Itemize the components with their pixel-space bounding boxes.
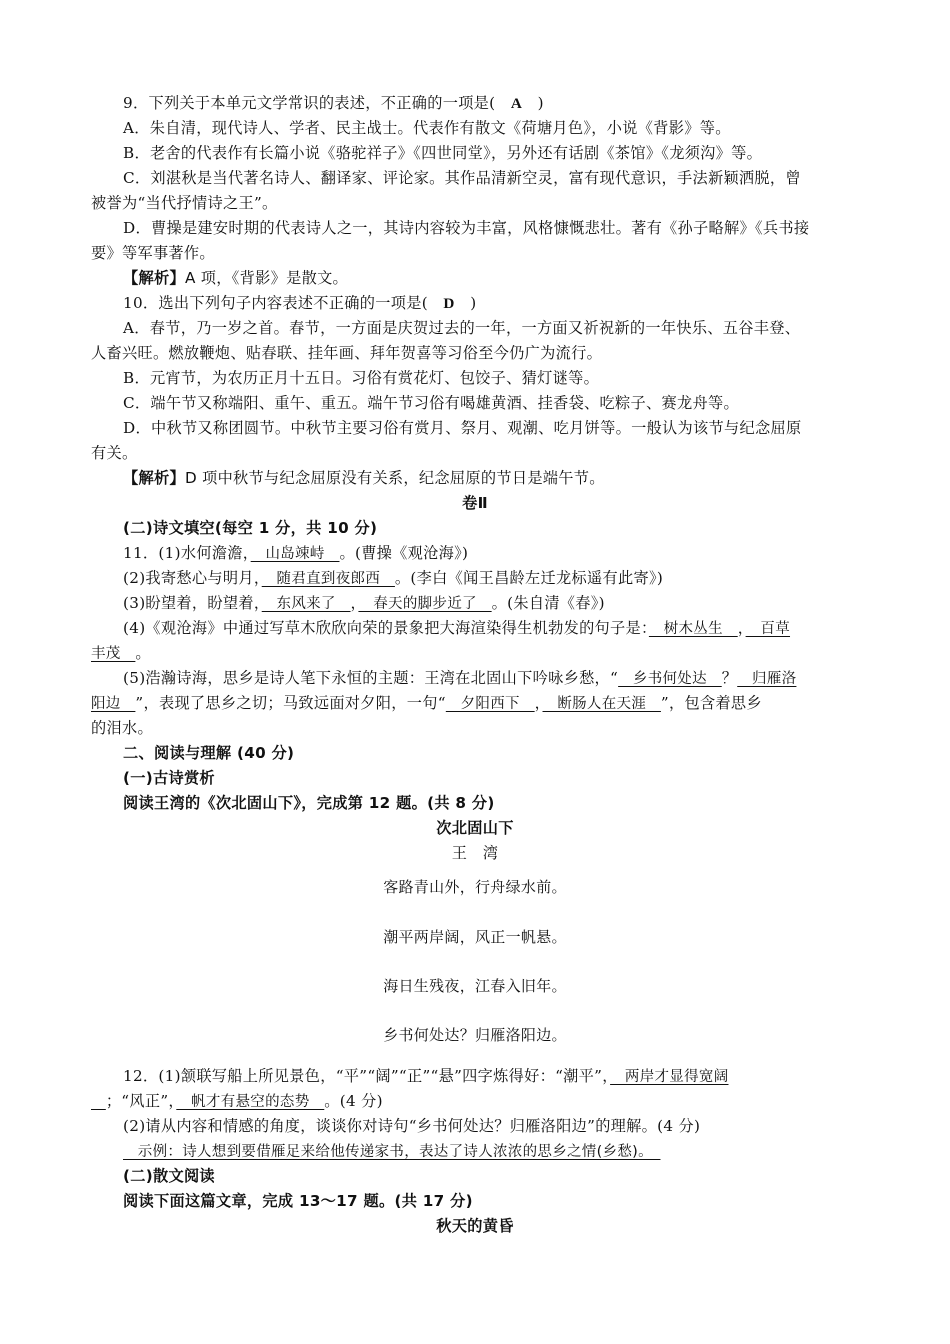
q9-option-d: D．曹操是建安时期的代表诗人之一，其诗内容较为丰富，风格慷慨悲壮。著有《孙子略解》《兵书接 <box>123 219 810 237</box>
q11-5-answer-4: 断肠人在天涯 <box>542 696 661 712</box>
q9-answer: A <box>510 95 523 112</box>
q12-2-answer: 示例：诗人想到要借雁足来给他传递家书，表达了诗人浓浓的思乡之情(乡愁)。 <box>123 1144 661 1160</box>
q10-option-c: C．端午节又称端阳、重午、重五。端午节习俗有喝雄黄酒、挂香袋、吃粽子、赛龙舟等。 <box>123 394 739 412</box>
section-reading-heading: 二、阅读与理解 (40 分) <box>123 744 295 762</box>
q11-3-answer-1: 东风来了 <box>261 596 351 612</box>
prose-intro: 阅读下面这篇文章，完成 13～17 题。(共 17 分) <box>123 1192 473 1210</box>
q11-4-answer-2-cont: 丰茂 <box>91 646 136 662</box>
section-poem-heading: (一)古诗赏析 <box>123 769 215 787</box>
section-prose-heading: (二)散文阅读 <box>123 1167 215 1185</box>
q9-option-a: A．朱自清，现代诗人、学者、民主战士。代表作有散文《荷塘月色》，小说《背影》等。 <box>123 119 731 137</box>
q10-option-d: D．中秋节又称团圆节。中秋节主要习俗有赏月、祭月、观潮、吃月饼等。一般认为该节与纪念屈原 <box>123 419 802 437</box>
q11-5-cont: 阳边 ”，表现了思乡之切；马致远面对夕阳，一句“ 夕阳西下 ， 断肠人在天涯 ”，包含着思乡 <box>91 694 762 712</box>
q11-4-cont: 丰茂 。 <box>91 644 151 662</box>
q11-4-answer-1: 树木丛生 <box>648 621 738 637</box>
poem-line-1: 客路青山外，行舟绿水前。 <box>383 878 567 896</box>
q10-option-b: B．元宵节，为农历正月十五日。习俗有赏花灯、包饺子、猜灯谜等。 <box>123 369 600 387</box>
q11-1: 11．(1)水何澹澹， 山岛竦峙 。(曹操《观沧海》) <box>123 544 469 562</box>
q11-5-cont-2: 的泪水。 <box>91 719 153 737</box>
poem-line-3: 海日生残夜，江春入旧年。 <box>383 977 567 995</box>
prose-title: 秋天的黄昏 <box>436 1217 514 1235</box>
q12-2: (2)请从内容和情感的角度，谈谈你对诗句“乡书何处达？归雁洛阳边”的理解。(4 分) <box>123 1117 701 1135</box>
q9-option-d-cont: 要》等军事著作。 <box>91 244 215 262</box>
q11-5-answer-2: 归雁洛 <box>737 671 797 687</box>
q11-5-answer-3: 夕阳西下 <box>445 696 535 712</box>
poem-line-4: 乡书何处达？归雁洛阳边。 <box>383 1026 567 1044</box>
q12-1: 12．(1)颔联写船上所见景色，“平”“阔”“正”“悬”四字炼得好：“潮平”， 两岸才显得宽阔 <box>123 1067 729 1085</box>
q9-option-c: C．刘湛秋是当代著名诗人、翻译家、评论家。其作品清新空灵，富有现代意识，手法新颖洒脱，曾 <box>123 169 801 187</box>
q11-2-answer: 随君直到夜郎西 <box>261 571 395 587</box>
q11-5-answer-2-cont: 阳边 <box>91 696 136 712</box>
q12-1-cont: ；“风正”， 帆才有悬空的态势 。(4 分) <box>105 1092 383 1110</box>
q11-2: (2)我寄愁心与明月， 随君直到夜郎西 。(李白《闻王昌龄左迁龙标遥有此寄》) <box>123 569 664 587</box>
q11-5-answer-1: 乡书何处达 <box>618 671 722 687</box>
poem-line-2: 潮平两岸阔，风正一帆悬。 <box>383 928 567 946</box>
q10-option-a-cont: 人畜兴旺。燃放鞭炮、贴春联、挂年画、拜年贺喜等习俗至今仍广为流行。 <box>91 344 603 362</box>
q10-option-a: A．春节，乃一岁之首。春节，一方面是庆贺过去的一年，一方面又祈祝新的一年快乐、五谷丰登、 <box>123 319 801 337</box>
q11-4: (4)《观沧海》中通过写草木欣欣向荣的景象把大海渲染得生机勃发的句子是： 树木丛生 ， 百草 <box>123 619 791 637</box>
q9-stem: 9．下列关于本单元文学常识的表述，不正确的一项是( A ) <box>123 94 544 112</box>
poem-author: 王 湾 <box>451 844 499 862</box>
q9-analysis: 【解析】A 项，《背影》是散文。 <box>123 269 349 287</box>
q12-1-answer-2: 帆才有悬空的态势 <box>176 1094 325 1110</box>
q11-5: (5)浩瀚诗海，思乡是诗人笔下永恒的主题：王湾在北固山下吟咏乡愁，“ 乡书何处达 ？ 归雁洛 <box>123 669 797 687</box>
q11-1-answer: 山岛竦峙 <box>250 546 340 562</box>
q9-option-b: B．老舍的代表作有长篇小说《骆驼祥子》《四世同堂》，另外还有话剧《茶馆》《龙须沟》等。 <box>123 144 763 162</box>
volume-2-heading: 卷Ⅱ <box>462 494 488 512</box>
section-fill-heading: (二)诗文填空(每空 1 分，共 10 分) <box>123 519 378 537</box>
q10-analysis: 【解析】D 项中秋节与纪念屈原没有关系，纪念屈原的节日是端午节。 <box>123 469 605 487</box>
poem-intro: 阅读王湾的《次北固山下》，完成第 12 题。(共 8 分) <box>123 794 495 812</box>
q11-3: (3)盼望着，盼望着， 东风来了 ， 春天的脚步近了 。(朱自清《春》) <box>123 594 605 612</box>
q10-option-d-cont: 有关。 <box>91 444 138 462</box>
q10-answer: D <box>443 295 455 312</box>
q12-1-answer-1: 两岸才显得宽阔 <box>610 1069 729 1085</box>
q9-option-c-cont: 被誉为“当代抒情诗之王”。 <box>91 194 278 212</box>
q11-4-answer-2: 百草 <box>745 621 791 637</box>
poem-title: 次北固山下 <box>436 819 514 837</box>
q11-3-answer-2: 春天的脚步近了 <box>358 596 492 612</box>
q10-stem: 10．选出下列句子内容表述不正确的一项是( D ) <box>123 294 477 312</box>
